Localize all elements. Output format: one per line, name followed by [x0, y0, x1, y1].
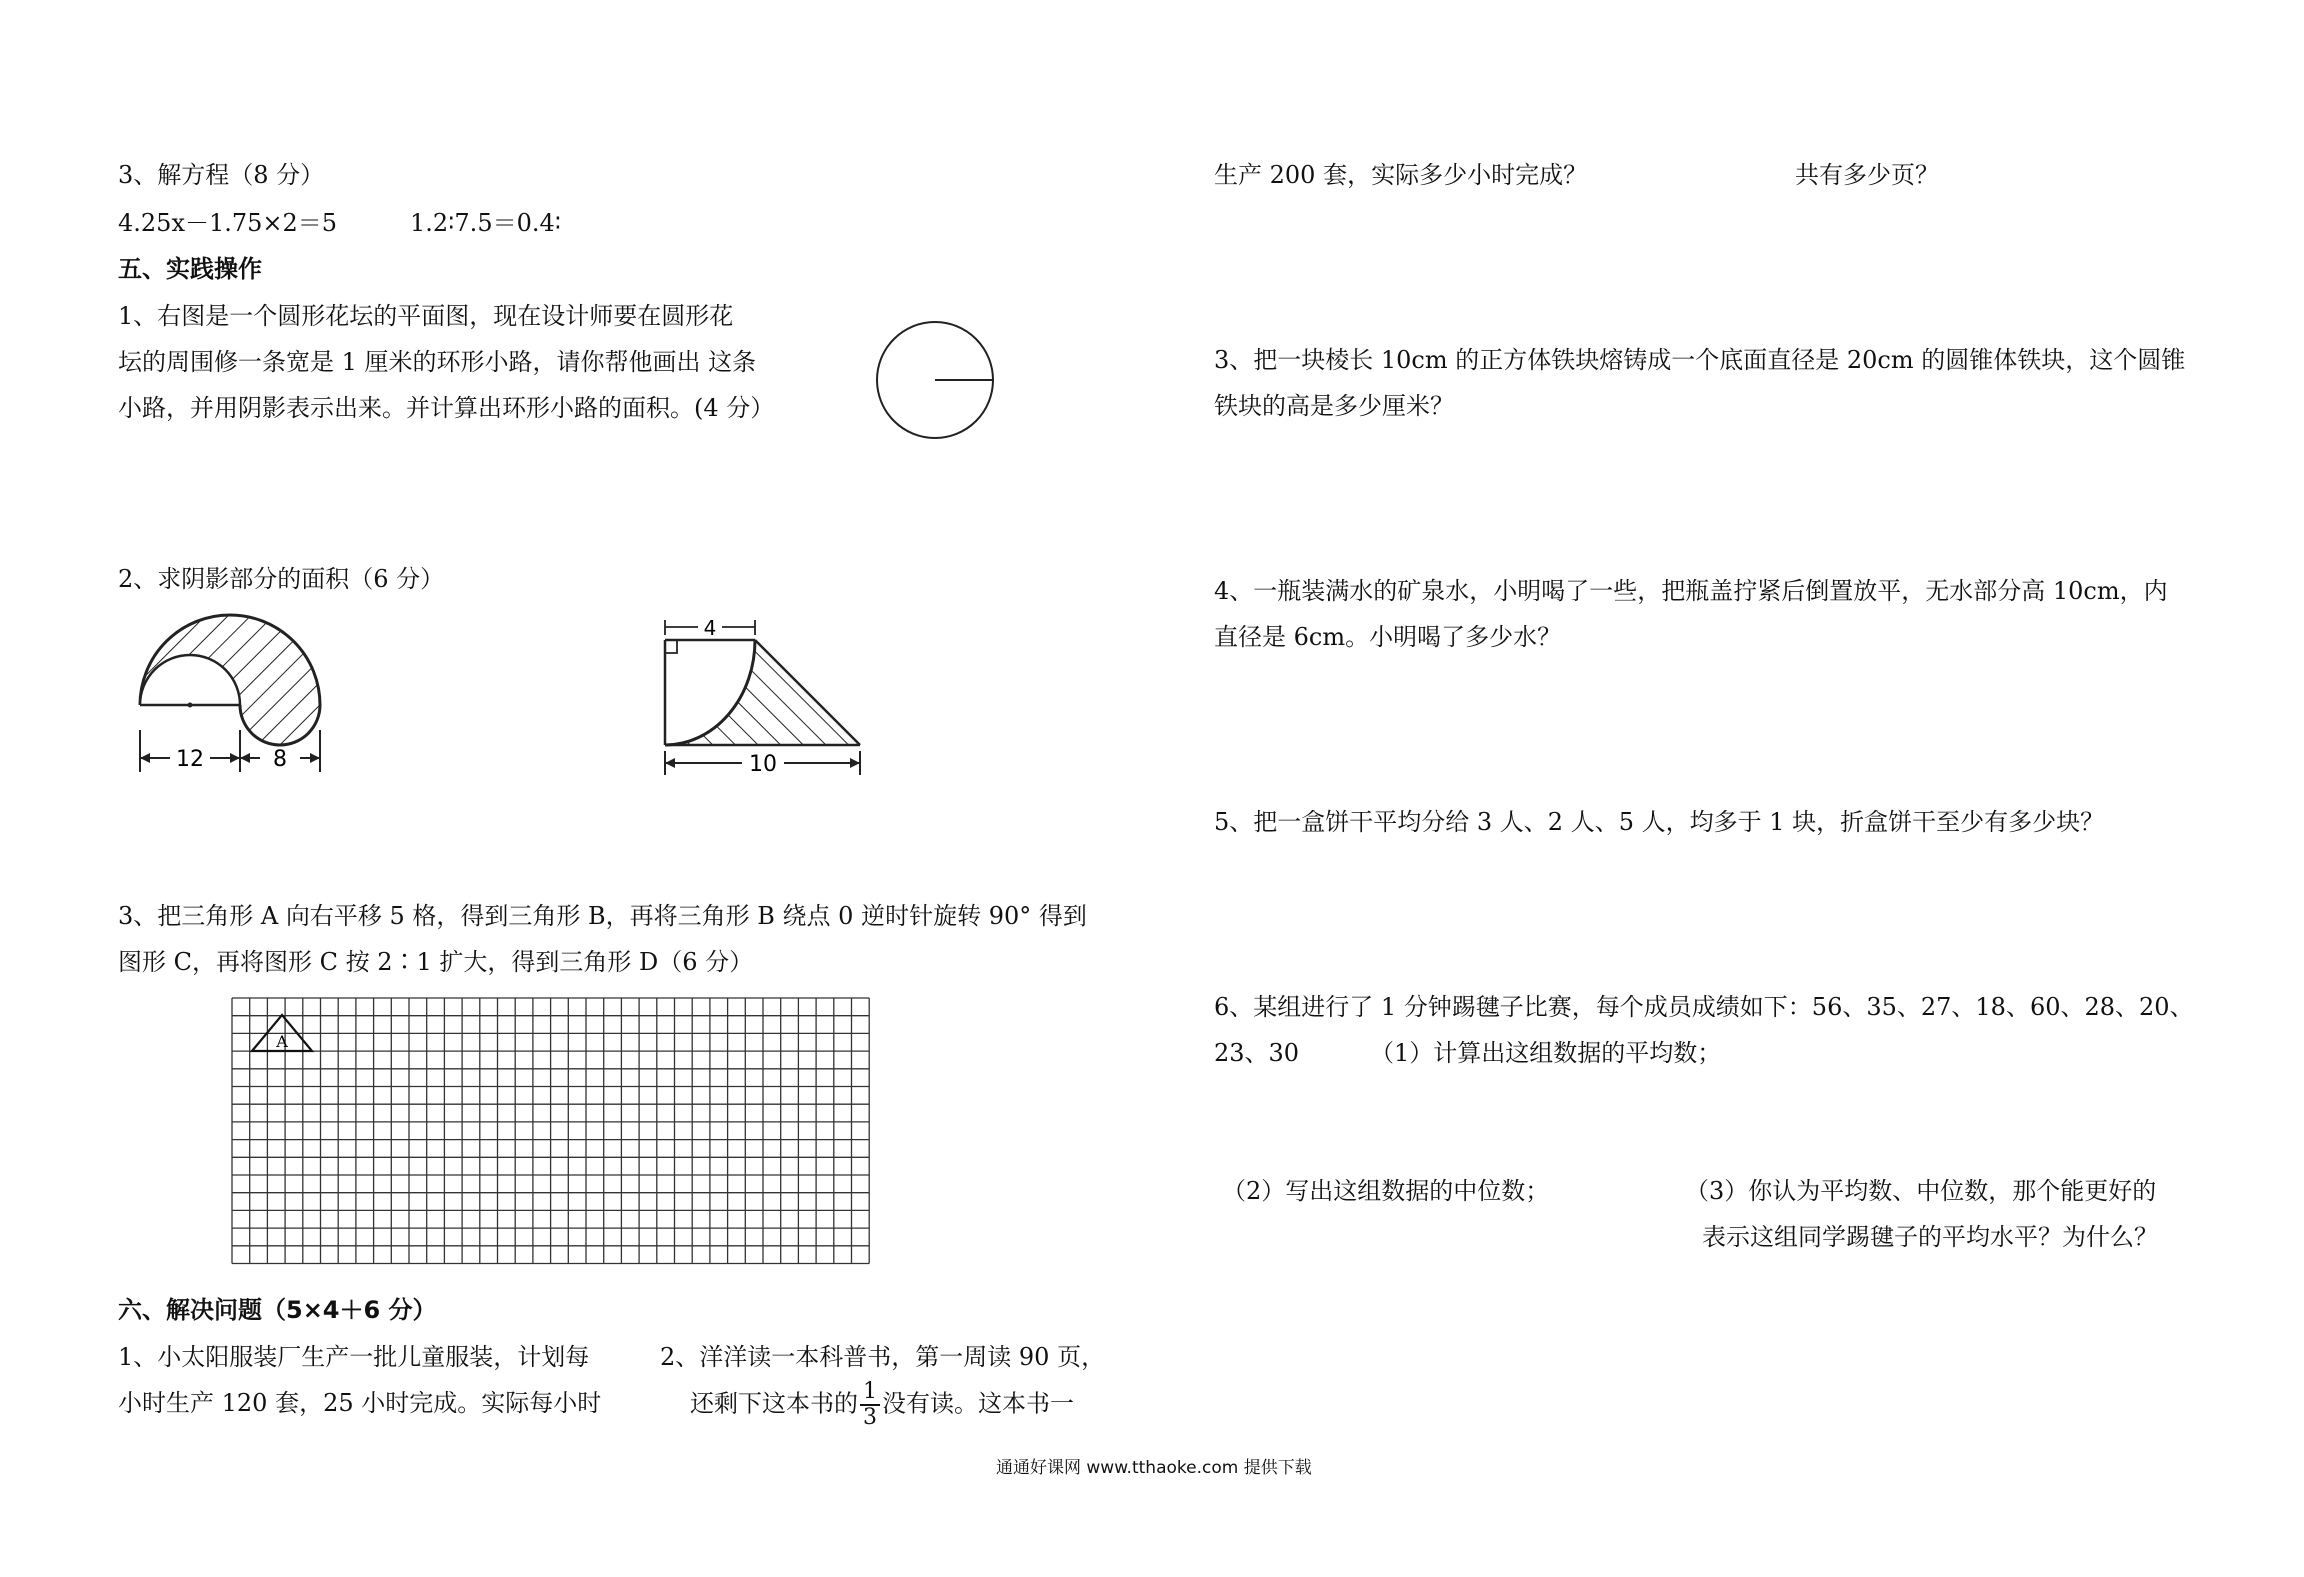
section-six-title: 六、解决问题（5×4＋6 分）	[118, 1296, 437, 1324]
solve-6-line-2: 23、30	[1214, 1039, 1300, 1067]
solve-6-line-1: 6、某组进行了 1 分钟踢毽子比赛，每个成员成绩如下：56、35、27、18、60、28、20、	[1214, 993, 2194, 1021]
practice-1-line-1: 1、右图是一个圆形花坛的平面图，现在设计师要在圆形花	[118, 302, 734, 330]
solve-6-question-2: （2）写出这组数据的中位数；	[1222, 1177, 1550, 1205]
fraction-one-third: $\frac{1}{3}$	[860, 1380, 880, 1430]
triangle-a-label: A	[276, 1032, 288, 1051]
solve-2-line-2	[690, 1380, 1074, 1430]
figure-1-dimension-8: 8	[273, 747, 287, 772]
solve-6-question-3-line-2: 表示这组同学踢毽子的平均水平？为什么？	[1702, 1223, 2158, 1251]
solve-3-line-2: 铁块的高是多少厘米？	[1214, 392, 1454, 420]
flowerbed-circle-figure	[870, 320, 1010, 460]
shaded-figure-1	[130, 600, 350, 780]
solve-1-continued: 生产 200 套，实际多少小时完成？	[1214, 161, 1588, 189]
solve-2-text-a: 还剩下这本书的	[690, 1389, 858, 1418]
equation-2: 1.2∶7.5＝0.4∶	[410, 209, 561, 237]
solve-5-line-1: 5、把一盒饼干平均分给 3 人、2 人、5 人，均多于 1 块，折盒饼干至少有多少块？	[1214, 808, 2105, 836]
practice-1-line-3: 小路，并用阴影表示出来。并计算出环形小路的面积。(4 分）	[118, 394, 775, 422]
solve-2-continued: 共有多少页？	[1795, 161, 1939, 189]
equation-1: 4.25x－1.75×2＝5	[118, 209, 338, 237]
solve-6-question-3-line-1: （3）你认为平均数、中位数，那个能更好的	[1685, 1177, 2157, 1205]
practice-3-line-1: 3、把三角形 A 向右平移 5 格，得到三角形 B，再将三角形 B 绕点 0 逆时针旋转 90° 得到	[118, 902, 1087, 930]
solve-2-line-1: 2、洋洋读一本科普书，第一周读 90 页，	[660, 1343, 1106, 1371]
solve-4-line-2: 直径是 6cm。小明喝了多少水？	[1214, 623, 1562, 651]
section-five-title: 五、实践操作	[118, 255, 262, 283]
figure-1-dimension-12: 12	[176, 747, 204, 772]
practice-1-line-2: 坛的周围修一条宽是 1 厘米的环形小路，请你帮他画出 这条	[118, 348, 757, 376]
solve-3-line-1: 3、把一块棱长 10cm 的正方体铁块熔铸成一个底面直径是 20cm 的圆锥体铁块，这个圆锥	[1214, 346, 2186, 374]
shaded-figure-2	[650, 615, 880, 785]
figure-2-dimension-4: 4	[703, 616, 717, 640]
solve-6-question-1: （1）计算出这组数据的平均数；	[1370, 1039, 1722, 1067]
practice-3-line-2: 图形 C，再将图形 C 按 2∶1 扩大，得到三角形 D（6 分）	[118, 948, 754, 976]
square-grid	[232, 998, 872, 1264]
equation-section-title: 3、解方程（8 分）	[118, 161, 325, 189]
practice-2-title: 2、求阴影部分的面积（6 分）	[118, 565, 445, 593]
figure-2-dimension-10: 10	[749, 752, 777, 777]
solve-2-text-b: 没有读。这本书一	[882, 1389, 1074, 1418]
footer-note: 通通好课网 www.tthaoke.com 提供下载	[996, 1458, 1312, 1478]
solve-4-line-1: 4、一瓶装满水的矿泉水，小明喝了一些，把瓶盖拧紧后倒置放平，无水部分高 10cm，内	[1214, 577, 2168, 605]
solve-1-line-2: 小时生产 120 套，25 小时完成。实际每小时	[118, 1389, 602, 1417]
solve-1-line-1: 1、小太阳服装厂生产一批儿童服装，计划每	[118, 1343, 590, 1371]
